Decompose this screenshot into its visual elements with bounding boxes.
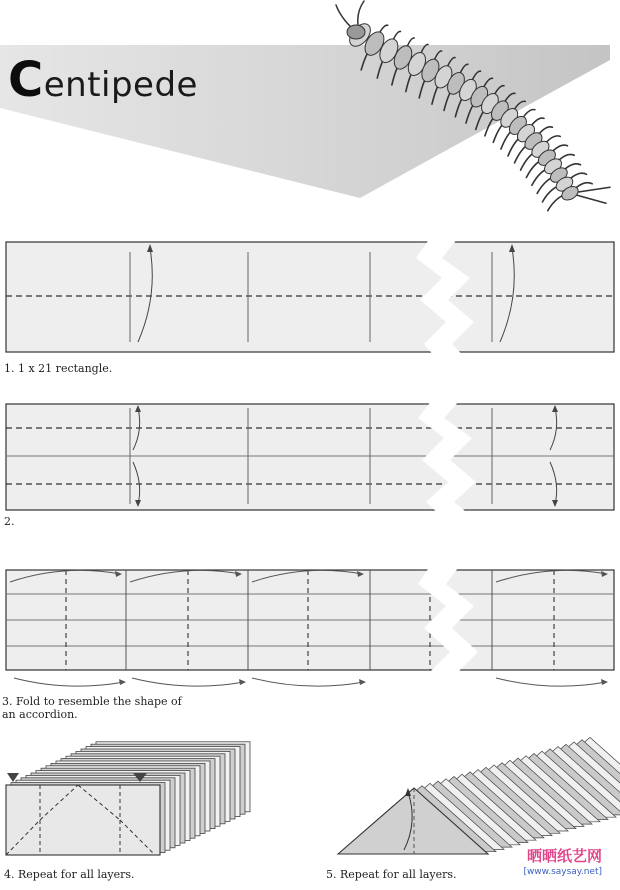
title-rest: entipede (43, 65, 198, 105)
centipede-body (346, 20, 581, 203)
centipede-illustration (325, 0, 620, 232)
step-3 (0, 560, 620, 730)
step-1-diagram (0, 238, 620, 363)
watermark-url: [www.saysay.net] (523, 867, 602, 877)
step-3-caption-line-1: 3. Fold to resemble the shape of (2, 695, 182, 708)
step-5-caption: 5. Repeat for all layers. (326, 868, 457, 881)
step-1 (0, 238, 620, 378)
title-initial: C (8, 52, 44, 108)
step-2 (0, 400, 620, 530)
step-2-caption: 2. (4, 515, 15, 528)
watermark-brand: 晒晒纸艺网 (526, 847, 602, 865)
step-3-diagram (0, 560, 620, 695)
step-3-caption-line-2: an accordion. (2, 708, 78, 721)
page-title (8, 52, 198, 108)
step-1-caption: 1. 1 x 21 rectangle. (4, 362, 113, 375)
step-3-caption (2, 695, 182, 721)
site-watermark (523, 845, 602, 877)
step-4-caption: 4. Repeat for all layers. (4, 868, 135, 881)
step-2-diagram (0, 400, 620, 515)
